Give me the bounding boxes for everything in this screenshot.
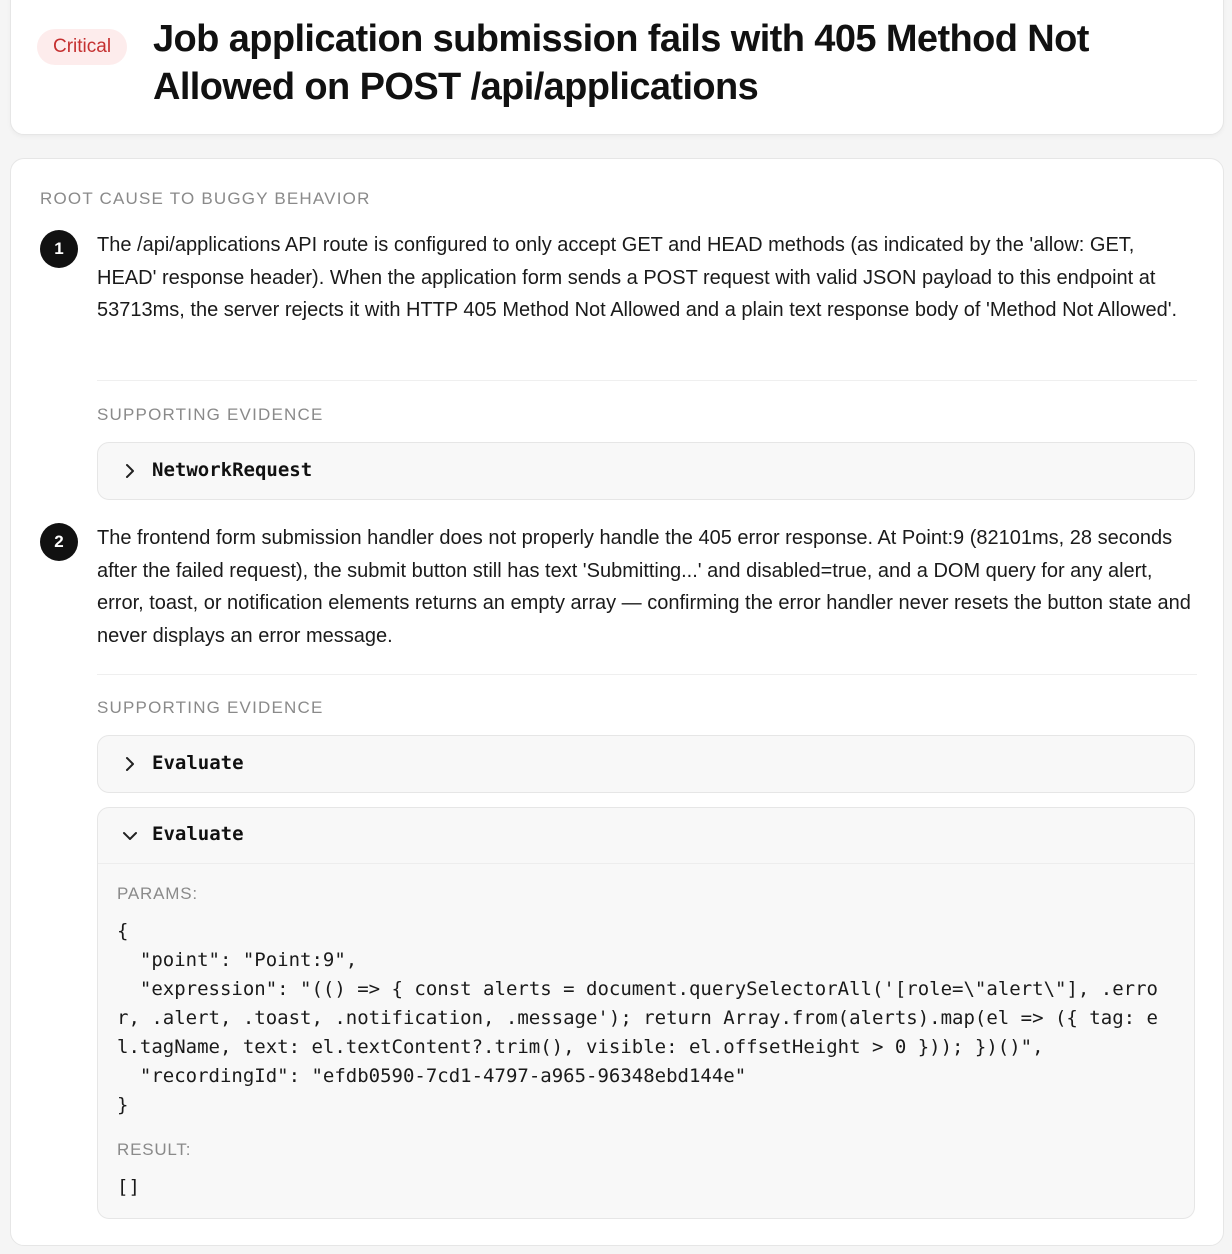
issue-title: Job application submission fails with 405 Method Not Allowed on POST /api/applications (153, 18, 1089, 108)
supporting-evidence-heading: SUPPORTING EVIDENCE (97, 405, 324, 424)
evidence-toggle-evaluate[interactable] (98, 808, 1194, 864)
evidence-name: NetworkRequest (152, 459, 313, 481)
params-label: PARAMS: (117, 884, 198, 903)
result-label: RESULT: (117, 1140, 192, 1159)
chevron-right-icon (122, 756, 138, 772)
divider (97, 380, 1197, 381)
divider (97, 674, 1197, 675)
step-number-badge: 2 (40, 523, 78, 561)
result-code: [] (117, 1176, 140, 1198)
root-cause-heading: ROOT CAUSE TO BUGGY BEHAVIOR (40, 189, 371, 208)
step-description: The frontend form submission handler does not properly handle the 405 error response. At Point:9 (82101ms, 28 seconds after the failed request), the submit button still has text 'Submitting...' and disabled=true, and a DOM query for any alert, error, toast, or notification elements returns an empty array — confirming the error handler never resets the button state and never displays an error message. (97, 527, 1191, 647)
severity-badge: Critical (37, 29, 127, 65)
evidence-panel-evaluate-expanded (97, 807, 1195, 1219)
issue-header-card (10, 0, 1224, 135)
params-code: { "point": "Point:9", "expression": "(() => { const alerts = document.querySelectorAll('[role=\"alert\"], .error, .alert, .toast, .notification, .message'); return Array.from(alerts).map(el => ({ tag: el.tagName, text: el.textContent?.trim(), visible: el.offsetHeight > 0 })); })()", "recordingId": "efdb0590-7cd1-4797-a965-96348ebd144e" } (117, 920, 1158, 1116)
step-number-badge: 1 (40, 230, 78, 268)
root-cause-card (10, 158, 1224, 1246)
chevron-down-icon (122, 828, 138, 844)
chevron-right-icon (122, 463, 138, 479)
evidence-toggle-evaluate[interactable] (97, 735, 1195, 793)
step-description: The /api/applications API route is configured to only accept GET and HEAD methods (as indicated by the 'allow: GET, HEAD' response header). When the application form sends a POST request with valid JSON payload to this endpoint at 53713ms, the server rejects it with HTTP 405 Method Not Allowed and a plain text response body of 'Method Not Allowed'. (97, 234, 1178, 321)
evidence-name: Evaluate (152, 823, 244, 845)
evidence-toggle-network-request[interactable] (97, 442, 1195, 500)
evidence-name: Evaluate (152, 752, 244, 774)
supporting-evidence-heading: SUPPORTING EVIDENCE (97, 698, 324, 717)
